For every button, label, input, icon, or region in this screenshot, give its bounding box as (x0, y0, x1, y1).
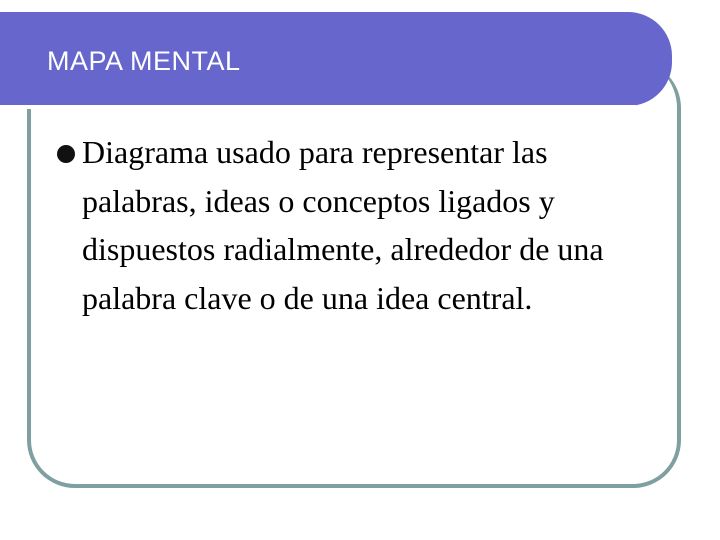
title-underline (0, 105, 636, 109)
slide-title: MAPA MENTAL (47, 46, 241, 76)
slide-body (57, 128, 667, 322)
bullet-text: Diagrama usado para representar las palabras, ideas o conceptos ligados y dispuestos radialmente, alrededor de una palabra clave o de una idea central. (82, 134, 604, 316)
title-banner (0, 12, 672, 106)
bullet-dot-icon (57, 145, 75, 163)
bullet-item (57, 128, 667, 322)
